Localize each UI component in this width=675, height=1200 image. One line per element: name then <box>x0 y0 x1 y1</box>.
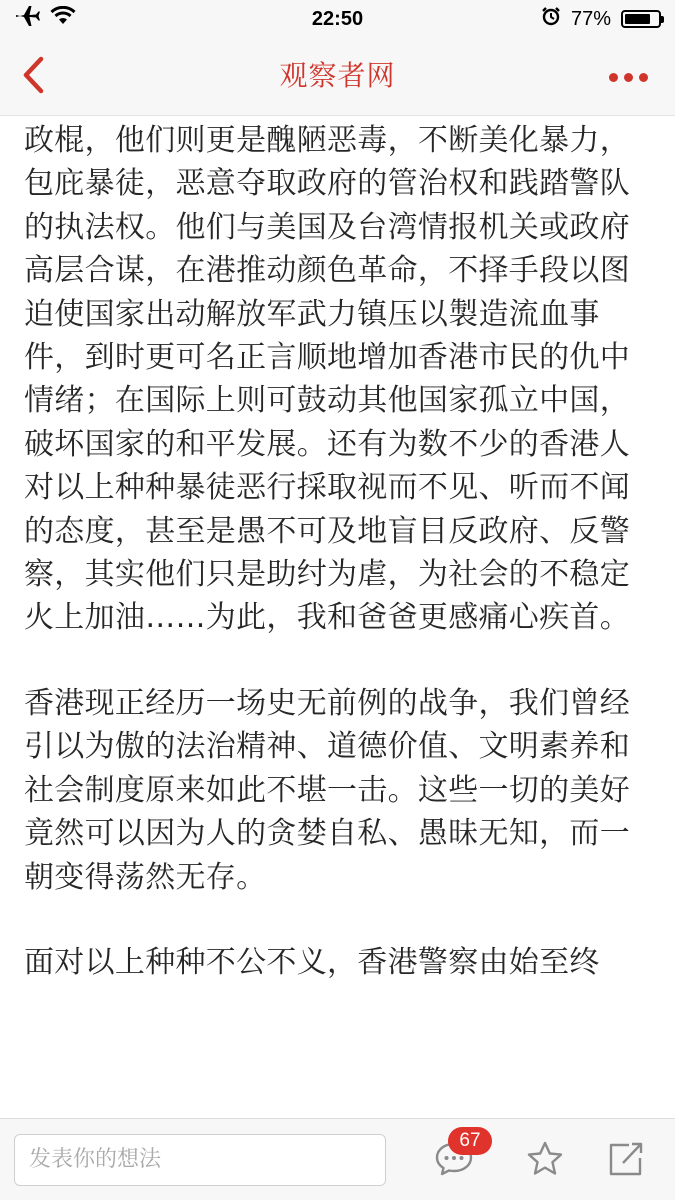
star-icon <box>525 1140 565 1178</box>
article-body <box>24 119 656 1118</box>
status-time: 22:50 <box>311 7 364 30</box>
wifi-icon <box>50 6 76 32</box>
nav-bar <box>0 38 675 116</box>
more-dot <box>624 73 633 82</box>
more-dots-icon <box>609 73 618 82</box>
status-left <box>14 5 76 33</box>
battery-level <box>625 14 650 24</box>
battery-percent: 77% <box>570 7 611 30</box>
status-bar <box>0 0 675 38</box>
favorite-button[interactable] <box>523 1137 567 1181</box>
more-dot <box>639 73 648 82</box>
article-paragraph: 香港现正经历一场史无前例的战争，我们曾经引以为傲的法治精神、道德价值、文明素养和社会制度原来如此不堪一击。这些一切的美好竟然可以因为人的贪婪自私、愚昧无知，而一朝变得荡然无存。 <box>24 685 630 895</box>
article-paragraph: 政棍，他们则更是醜陋恶毒，不断美化暴力，包庇暴徒，恶意夺取政府的管治权和践踏警队的执法权。他们与美国及台湾情报机关或政府高层合谋，在港推动颜色革命，不择手段以图迫使国家出动解放军武力镇压以製造流血事件，到时更可名正言顺地增加香港市民的仇中情绪；在国际上则可鼓动其他国家孤立中国，破坏国家的和平发展。还有为数不少的香港人对以上种种暴徒恶行採取视而不见、听而不闻的态度，甚至是愚不可及地盲目反政府、反警察，其实他们只是助纣为虐，为社会的不稳定火上加油……为此，我和爸爸更感痛心疾首。 <box>24 123 630 636</box>
alarm-icon <box>541 6 561 32</box>
page-title: 观察者网 <box>279 59 396 92</box>
article-paragraph: 面对以上种种不公不义，香港警察由始至终 <box>24 944 600 980</box>
share-icon <box>605 1140 645 1178</box>
status-right <box>541 6 661 32</box>
share-button[interactable] <box>603 1137 647 1181</box>
comment-input[interactable]: 发表你的想法 <box>14 1134 386 1186</box>
battery-icon <box>621 10 661 28</box>
more-button[interactable] <box>603 60 653 94</box>
comment-count-badge: 67 <box>448 1127 492 1155</box>
bottom-toolbar <box>0 1118 675 1200</box>
airplane-icon <box>14 5 40 33</box>
